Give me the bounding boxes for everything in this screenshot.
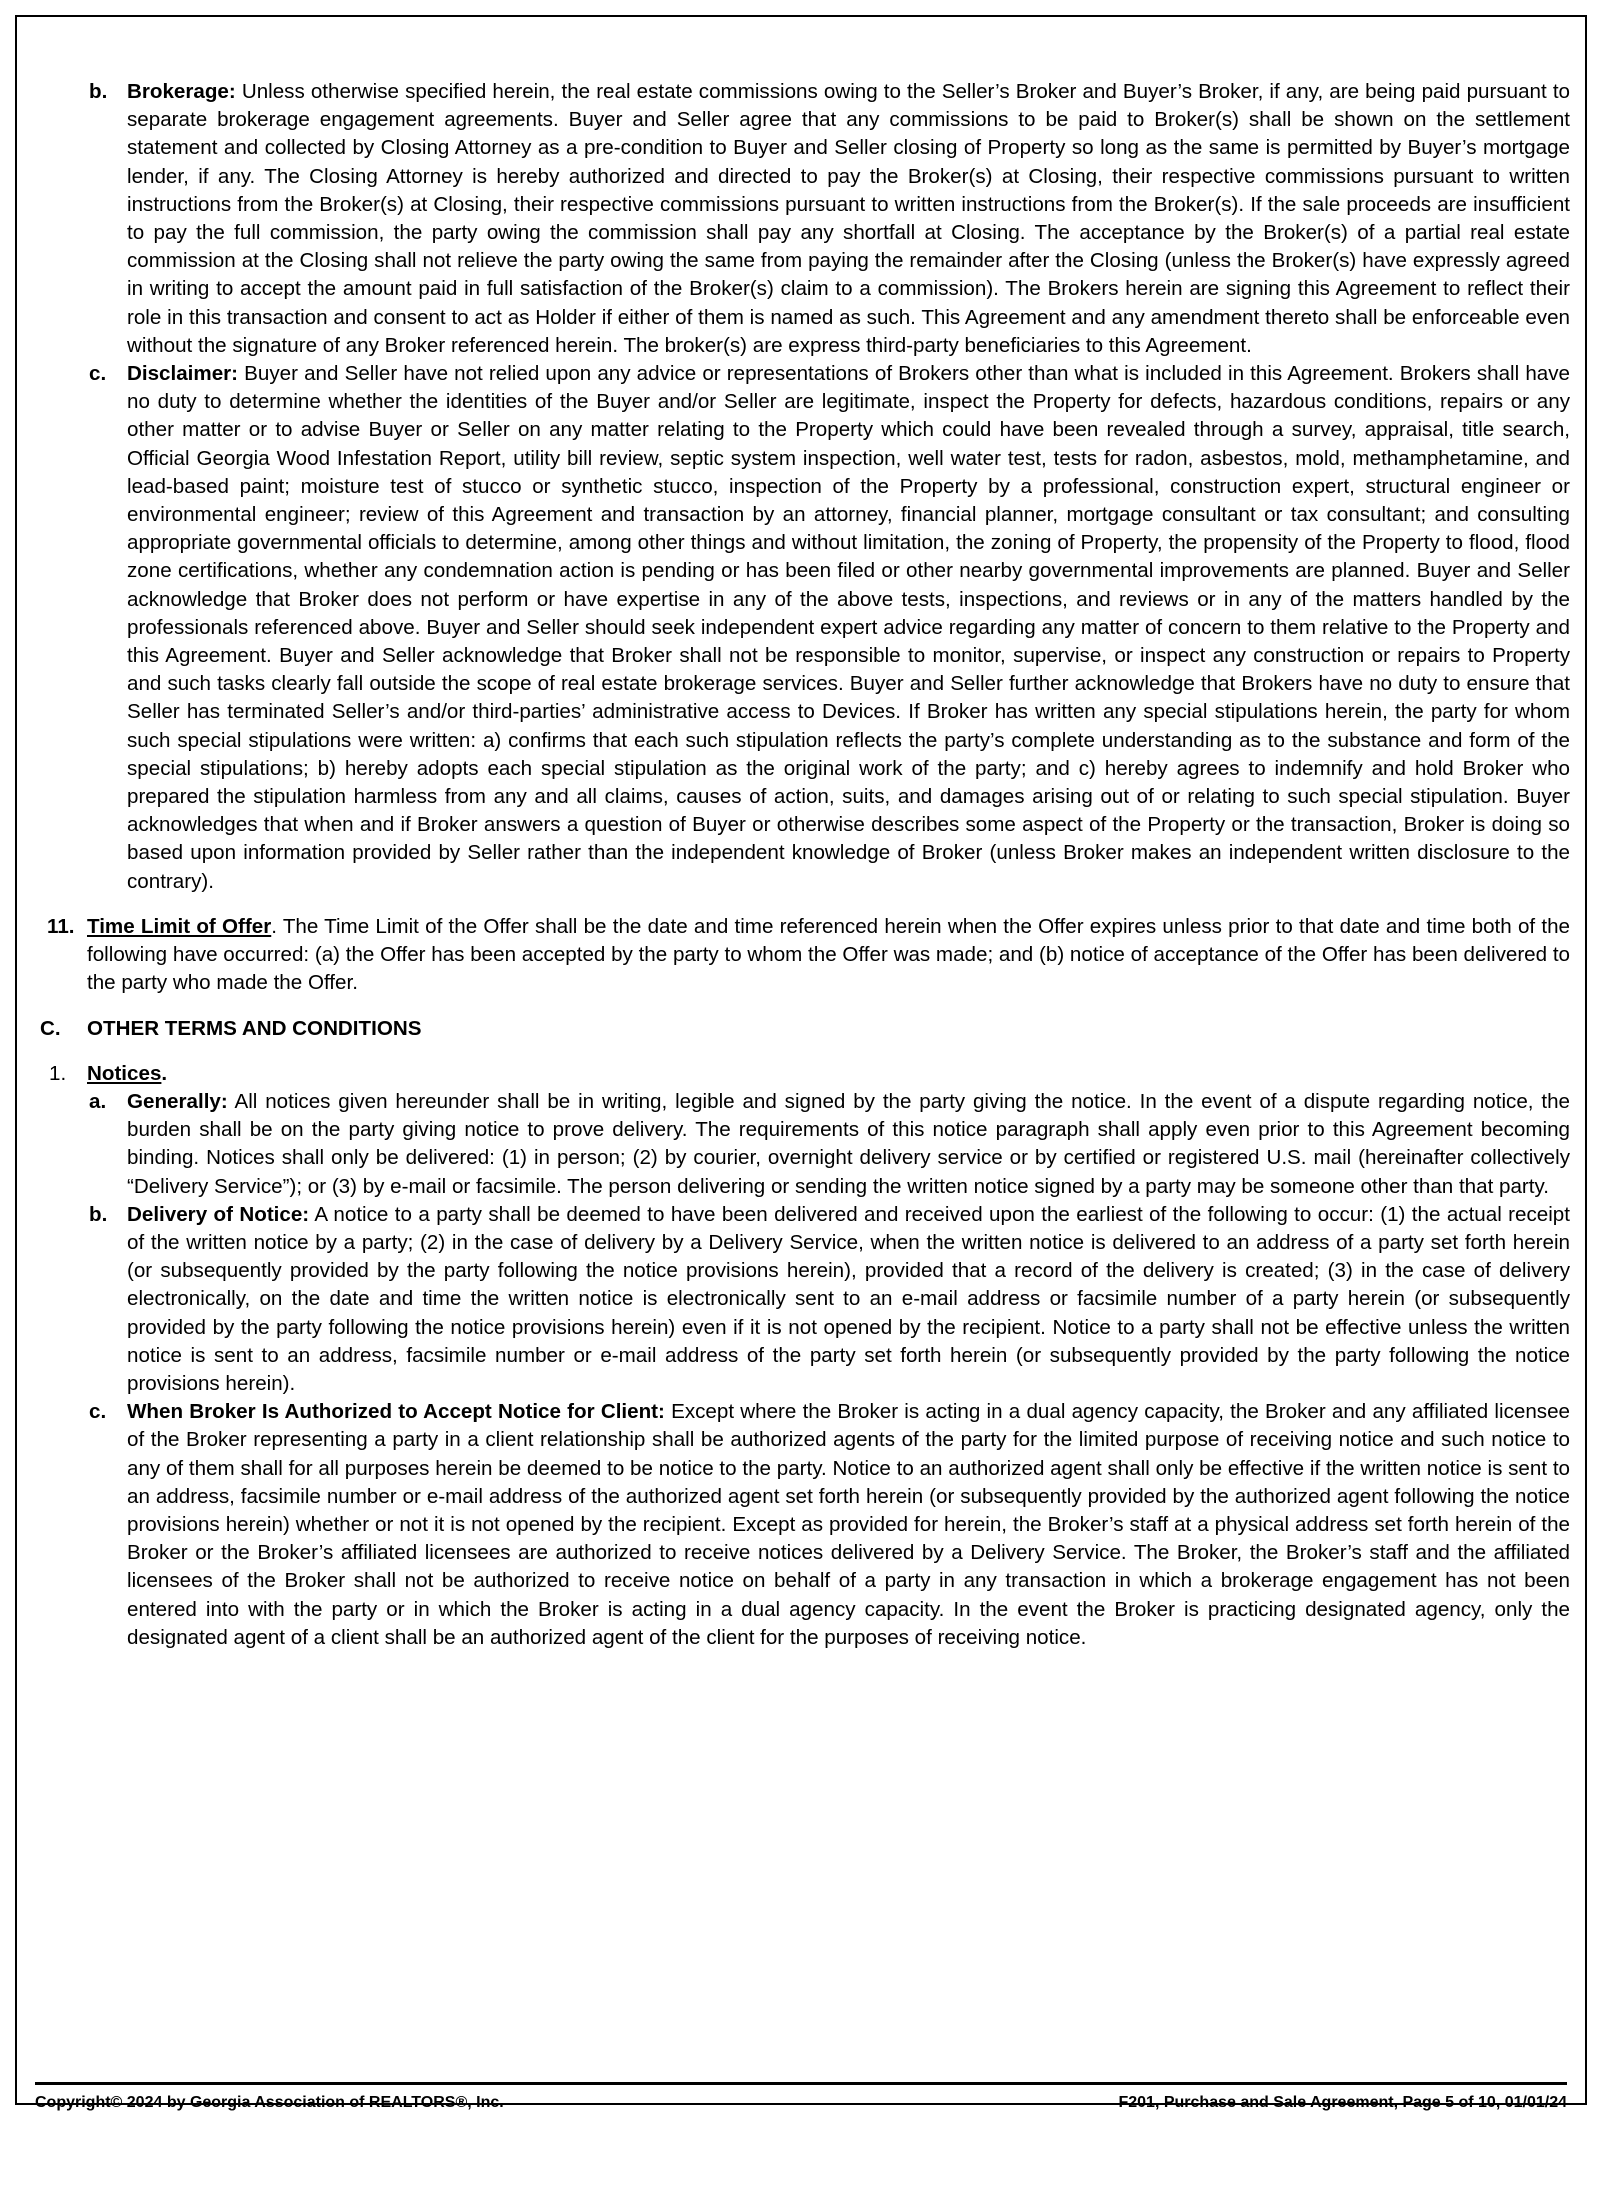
clause-text: A notice to a party shall be deemed to have been delivered and received upon the earliest of the following to occur: (1) the actual receipt of the written notice by a party; (2) in the case of delivery by a Delivery Service, when the written notice is delivered to an address of a party set forth herein (or subsequently provided by the party following the notice provisions herein), provided that a record of the delivery is created; (3) in the case of delivery electronically, on the date and time the written notice is electronically sent to an e-mail address or facsimile number of a party herein (or subsequently provided by the party following the notice provisions herein) even if it is not opened by the recipient. Notice to a party shall not be effective unless the written notice is sent to an address, facsimile number or e-mail address of the party set forth herein (or subsequently provided by the party following the notice provisions herein). bbox=[127, 1202, 1570, 1395]
section-time-limit bbox=[15, 913, 1570, 998]
notices-heading bbox=[15, 1060, 1570, 1088]
clause-disclaimer bbox=[15, 360, 1570, 896]
heading-label: C. bbox=[40, 1016, 61, 1040]
clause-text: All notices given hereunder shall be in writing, legible and signed by the party giving the notice. In the event of a dispute regarding notice, the burden shall be on the party giving notice to prove delivery. The requirements of this notice paragraph shall apply even prior to this Agreement becoming binding. Notices shall only be delivered: (1) in person; (2) by courier, overnight delivery service or by certified or registered U.S. mail (hereinafter collectively “Delivery Service”); or (3) by e-mail or facsimile. The person delivering or sending the written notice signed by a party may be someone other than that party. bbox=[127, 1089, 1570, 1198]
section-number: 11. bbox=[47, 914, 75, 938]
clause-brokerage bbox=[15, 78, 1570, 360]
clause-text: Except where the Broker is acting in a dual agency capacity, the Broker and any affiliated licensee of the Broker representing a party in a client relationship shall be authorized agents of the party for the limited purpose of receiving notice and such notice to any of them shall for all purposes herein be deemed to be notice to the party. Notice to an authorized agent shall only be effective if the written notice is sent to an address, facsimile number or e-mail address of the authorized agent set forth herein (or subsequently provided by the authorized agent following the notice provisions herein) whether or not it is not opened by the recipient. Except as provided for herein, the Broker’s staff at a physical address set forth herein of the Broker or the Broker’s affiliated licensees are authorized to receive notices delivered by a Delivery Service. The Broker, the Broker’s staff and the affiliated licensees of the Broker shall not be authorized to receive notice on behalf of a party in any transaction in which a brokerage engagement has not been entered into with the party or in which the Broker is acting in a dual agency capacity. In the event the Broker is practicing designated agency, only the designated agent of a client shall be an authorized agent of the client for the purposes of receiving notice. bbox=[127, 1400, 1570, 1649]
clause-text: Unless otherwise specified herein, the real estate commissions owing to the Seller’s Broker and Buyer’s Broker, if any, are being paid pursuant to separate brokerage engagement agreements. Buyer and Seller agree that any commissions to be paid to Broker(s) shall be shown on the settlement statement and collected by Closing Attorney as a pre-condition to Buyer and Seller closing of Property so long as the same is permitted by Buyer’s mortgage lender, if any. The Closing Attorney is hereby authorized and directed to pay the Broker(s) at Closing, their respective commissions pursuant to written instructions from the Broker(s) at Closing, their respective commissions pursuant to written instructions from the Broker(s). If the sale proceeds are insufficient to pay the full commission, the party owing the commission shall pay any shortfall at Closing. The acceptance by the Broker(s) of a partial real estate commission at the Closing shall not relieve the party owing the same from paying the remainder after the Closing (unless the Broker(s) have expressly agreed in writing to accept the amount paid in full satisfaction of the Broker(s) claim to a commission). The Brokers herein are signing this Agreement to reflect their role in this transaction and consent to act as Holder if either of them is named as such. This Agreement and any amendment thereto shall be enforceable even without the signature of any Broker referenced herein. The broker(s) are express third-party beneficiaries to this Agreement. bbox=[127, 80, 1570, 357]
clause-title: Brokerage: bbox=[127, 80, 236, 103]
section-heading-other-terms bbox=[15, 1015, 1570, 1043]
notices-number: 1. bbox=[49, 1061, 67, 1085]
clause-label: c. bbox=[89, 362, 107, 386]
document-body bbox=[15, 78, 1570, 1652]
clause-label: a. bbox=[89, 1089, 107, 1113]
clause-label: b. bbox=[89, 80, 108, 103]
section-text: . The Time Limit of the Offer shall be the date and time referenced herein when the Offer expires unless prior to that date and time both of the following have occurred: (a) the Offer has been accepted by the party to whom the Offer was made; and (b) notice of acceptance of the Offer has been delivered to the party who made the Offer. bbox=[87, 914, 1570, 995]
notices-title: Notices bbox=[87, 1061, 162, 1085]
clause-label: c. bbox=[89, 1400, 107, 1424]
clause-title: Delivery of Notice: bbox=[127, 1202, 310, 1226]
section-title: Time Limit of Offer bbox=[87, 914, 272, 938]
clause-notice-generally bbox=[15, 1088, 1570, 1201]
clause-title: Disclaimer: bbox=[127, 362, 239, 386]
footer-rule bbox=[35, 2082, 1567, 2085]
clause-text: Buyer and Seller have not relied upon any advice or representations of Brokers other than what is included in this Agreement. Brokers shall have no duty to determine whether the identities of the Buyer and/or Seller are legitimate, inspect the Property for defects, hazardous conditions, repairs or any other matter or to advise Buyer or Seller on any matter relating to the Property which could have been revealed through a survey, appraisal, title search, Official Georgia Wood Infestation Report, utility bill review, septic system inspection, well water test, tests for radon, asbestos, mold, methamphetamine, and lead-based paint; moisture test of stucco or synthetic stucco, inspection of the Property by a professional, construction expert, structural engineer or environmental engineer; review of this Agreement and transaction by an attorney, financial planner, mortgage consultant or tax consultant; and consulting appropriate governmental officials to determine, among other things and without limitation, the zoning of Property, the propensity of the Property to flood, flood zone certifications, whether any condemnation action is pending or has been filed or other nearby governmental improvements are planned. Buyer and Seller acknowledge that Broker does not perform or have expertise in any of the above tests, inspections, and reviews or in any of the matters handled by the professionals referenced above. Buyer and Seller should seek independent expert advice regarding any matter of concern to them relative to the Property and this Agreement. Buyer and Seller acknowledge that Broker shall not be responsible to monitor, supervise, or inspect any construction or repairs to Property and such tasks clearly fall outside the scope of real estate brokerage services. Buyer and Seller further acknowledge that Brokers have no duty to ensure that Seller has terminated Seller’s and/or third-parties’ administrative access to Devices. If Broker has written any special stipulations herein, the party for whom such special stipulations were written: a) confirms that each such stipulation reflects the party’s complete understanding as to the substance and form of the special stipulations; b) hereby adopts each special stipulation as the original work of the party; and c) hereby agrees to indemnify and hold Broker who prepared the stipulation harmless from any and all claims, causes of action, suits, and damages arising out of or relating to such special stipulation. Buyer acknowledges that when and if Broker answers a question of Buyer or otherwise describes some aspect of the Property or the transaction, Broker is doing so based upon information provided by Seller rather than the independent knowledge of Broker (unless Broker makes an independent written disclosure to the contrary). bbox=[127, 362, 1570, 893]
notices-dot: . bbox=[161, 1061, 168, 1085]
heading-title: OTHER TERMS AND CONDITIONS bbox=[87, 1016, 422, 1040]
clause-title: Generally: bbox=[127, 1089, 228, 1113]
clause-broker-accept-notice bbox=[15, 1398, 1570, 1652]
footer-page-info: F201, Purchase and Sale Agreement, Page 5 of 10, 01/01/24 bbox=[1118, 2094, 1567, 2111]
clause-title: When Broker Is Authorized to Accept Notice for Client: bbox=[127, 1400, 665, 1424]
clause-delivery-of-notice bbox=[15, 1201, 1570, 1398]
page-footer bbox=[35, 2094, 1567, 2112]
clause-label: b. bbox=[89, 1202, 108, 1226]
footer-copyright: Copyright© 2024 by Georgia Association of REALTORS®, Inc. bbox=[35, 2094, 504, 2111]
